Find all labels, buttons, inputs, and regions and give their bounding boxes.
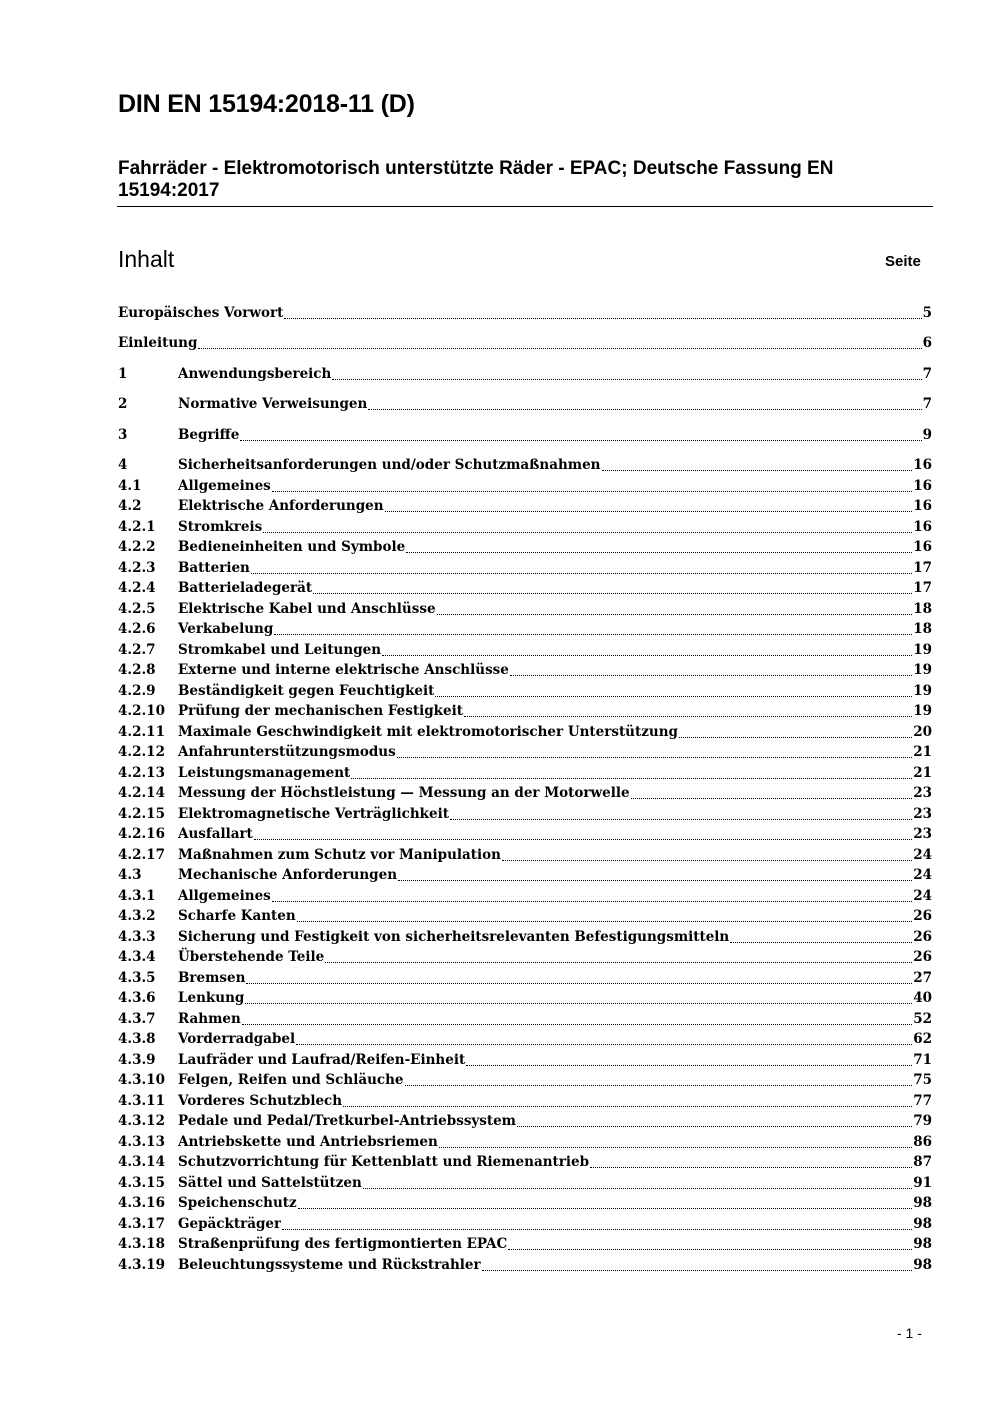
toc-entry-title: Stromkreis bbox=[178, 518, 263, 535]
toc-entry[interactable] bbox=[118, 455, 932, 475]
toc-page-column-label: Seite bbox=[885, 253, 921, 270]
toc-dot-leader bbox=[502, 855, 912, 861]
toc-entry[interactable] bbox=[118, 763, 932, 783]
toc-entry-title: Einleitung bbox=[118, 335, 198, 351]
toc-entry[interactable] bbox=[118, 927, 932, 947]
toc-entry-title: Vorderradgabel bbox=[178, 1031, 296, 1047]
toc-entry-number: 4.2.2 bbox=[118, 539, 156, 555]
toc-entry-number: 4.2.12 bbox=[118, 744, 165, 760]
toc-entry[interactable] bbox=[118, 1029, 932, 1049]
toc-entry-page: 98 bbox=[913, 1215, 932, 1232]
toc-entry-number: 1 bbox=[118, 366, 128, 382]
toc-entry-page: 17 bbox=[913, 559, 932, 576]
toc-entry-title: Speichenschutz bbox=[178, 1195, 297, 1211]
toc-entry-title: Leistungsmanagement bbox=[178, 764, 351, 781]
toc-entry-page: 19 bbox=[913, 682, 932, 699]
toc-dot-leader bbox=[351, 773, 912, 779]
toc-entry-page: 6 bbox=[922, 335, 932, 351]
toc-entry[interactable] bbox=[118, 640, 932, 660]
toc-entry-title: Beleuchtungssysteme und Rückstrahler bbox=[178, 1256, 481, 1273]
document-title: DIN EN 15194:2018-11 (D) bbox=[118, 90, 415, 118]
toc-entry-title: Begriffe bbox=[178, 427, 240, 443]
toc-entry-page: 98 bbox=[913, 1195, 932, 1211]
toc-entry-title: Überstehende Teile bbox=[178, 949, 325, 965]
toc-entry-page: 40 bbox=[913, 990, 932, 1006]
toc-entry-number: 4.3.16 bbox=[118, 1195, 165, 1211]
toc-dot-leader bbox=[730, 937, 912, 943]
toc-entry[interactable] bbox=[118, 364, 932, 384]
toc-dot-leader bbox=[679, 732, 912, 738]
toc-entry-title: Prüfung der mechanischen Festigkeit bbox=[178, 703, 463, 719]
toc-dot-leader bbox=[450, 814, 912, 820]
toc-dot-leader bbox=[437, 609, 913, 615]
toc-dot-leader bbox=[246, 978, 912, 984]
toc-entry-number: 4.2 bbox=[118, 498, 142, 514]
toc-entry-page: 91 bbox=[913, 1174, 932, 1191]
toc-dot-leader bbox=[242, 1019, 912, 1025]
toc-entry-number: 4.3.5 bbox=[118, 969, 156, 986]
toc-entry[interactable] bbox=[118, 845, 932, 865]
toc-dot-leader bbox=[517, 1121, 912, 1127]
toc-entry-title: Laufräder und Laufrad/Reifen-Einheit bbox=[178, 1051, 466, 1068]
toc-entry[interactable] bbox=[118, 988, 932, 1008]
toc-entry[interactable] bbox=[118, 824, 932, 844]
toc-entry-number: 4.3.10 bbox=[118, 1072, 165, 1088]
toc-dot-leader bbox=[398, 875, 912, 881]
toc-entry-page: 87 bbox=[913, 1154, 932, 1170]
toc-dot-leader bbox=[282, 1224, 912, 1230]
toc-entry[interactable] bbox=[118, 1050, 932, 1070]
toc-dot-leader bbox=[284, 313, 921, 319]
toc-entry-title: Scharfe Kanten bbox=[178, 908, 296, 924]
toc-dot-leader bbox=[272, 896, 912, 902]
toc-entry-page: 24 bbox=[913, 867, 932, 883]
toc-entry-title: Anwendungsbereich bbox=[178, 366, 332, 382]
toc-dot-leader bbox=[406, 547, 912, 553]
toc-entry-page: 16 bbox=[913, 518, 932, 535]
toc-entry[interactable] bbox=[118, 394, 932, 414]
toc-entry-page: 52 bbox=[913, 1010, 932, 1027]
toc-entry-page: 98 bbox=[913, 1236, 932, 1252]
toc-entry-number: 2 bbox=[118, 396, 128, 412]
toc-entry-title: Messung der Höchstleistung — Messung an der Motorwelle bbox=[178, 785, 630, 801]
toc-dot-leader bbox=[382, 650, 912, 656]
toc-entry[interactable] bbox=[118, 1173, 932, 1193]
toc-entry-title: Elektrische Anforderungen bbox=[178, 498, 384, 514]
toc-entry-number: 4.3.13 bbox=[118, 1133, 165, 1150]
toc-entry-title: Sicherung und Festigkeit von sicherheitsrelevanten Befestigungsmitteln bbox=[178, 928, 730, 945]
toc-dot-leader bbox=[439, 1142, 912, 1148]
toc-entry-number: 4.3.1 bbox=[118, 887, 156, 904]
toc-entry-page: 7 bbox=[922, 366, 932, 382]
toc-dot-leader bbox=[631, 793, 913, 799]
toc-entry-number: 4.3.2 bbox=[118, 908, 156, 924]
toc-entry[interactable] bbox=[118, 1132, 932, 1152]
toc-entry-number: 4.3.3 bbox=[118, 928, 156, 945]
toc-dot-leader bbox=[435, 691, 912, 697]
toc-entry-number: 4.3 bbox=[118, 867, 142, 883]
toc-entry-number: 4.2.1 bbox=[118, 518, 156, 535]
toc-dot-leader bbox=[251, 568, 912, 574]
toc-dot-leader bbox=[482, 1265, 913, 1271]
toc-entry-page: 23 bbox=[913, 805, 932, 822]
toc-entry-title: Gepäckträger bbox=[178, 1215, 282, 1232]
toc-dot-leader bbox=[343, 1101, 912, 1107]
toc-dot-leader bbox=[590, 1162, 912, 1168]
toc-entry-number: 4.2.9 bbox=[118, 682, 156, 699]
toc-entry-title: Mechanische Anforderungen bbox=[178, 867, 398, 883]
toc-dot-leader bbox=[274, 629, 912, 635]
toc-entry-number: 4.2.16 bbox=[118, 826, 165, 842]
toc-entry-title: Rahmen bbox=[178, 1010, 241, 1027]
toc-entry[interactable] bbox=[118, 1214, 932, 1234]
toc-entry-number: 4.2.4 bbox=[118, 580, 156, 596]
toc-entry-title: Allgemeines bbox=[178, 887, 271, 904]
toc-entry-page: 27 bbox=[913, 969, 932, 986]
toc-entry[interactable] bbox=[118, 660, 932, 680]
toc-dot-leader bbox=[385, 506, 913, 512]
toc-entry[interactable] bbox=[118, 865, 932, 885]
toc-entry[interactable] bbox=[118, 906, 932, 926]
toc-entry-page: 98 bbox=[913, 1256, 932, 1273]
toc-entry-title: Batterieladegerät bbox=[178, 580, 313, 596]
toc-dot-leader bbox=[405, 1080, 913, 1086]
toc-entry[interactable] bbox=[118, 303, 932, 323]
toc-dot-leader bbox=[332, 374, 921, 380]
toc-entry-number: 4.2.17 bbox=[118, 846, 165, 863]
toc-entry-title: Europäisches Vorwort bbox=[118, 305, 284, 321]
toc-entry-title: Bedieneinheiten und Symbole bbox=[178, 539, 406, 555]
toc-entry[interactable] bbox=[118, 578, 932, 598]
toc-entry-page: 16 bbox=[913, 539, 932, 555]
toc-entry[interactable] bbox=[118, 537, 932, 557]
toc-entry[interactable] bbox=[118, 722, 932, 742]
toc-entry[interactable] bbox=[118, 425, 932, 445]
toc-dot-leader bbox=[602, 465, 913, 471]
toc-dot-leader bbox=[508, 1244, 912, 1250]
toc-dot-leader bbox=[296, 1039, 912, 1045]
toc-entry-title: Maximale Geschwindigkeit mit elektromotorischer Unterstützung bbox=[178, 723, 678, 740]
toc-entry-title: Pedale und Pedal/Tretkurbel-Antriebssystem bbox=[178, 1113, 516, 1129]
toc-entry-number: 4.3.7 bbox=[118, 1010, 156, 1027]
toc-entry-number: 4.2.15 bbox=[118, 805, 165, 822]
toc-dot-leader bbox=[368, 404, 921, 410]
toc-dot-leader bbox=[298, 1203, 913, 1209]
toc-entry-page: 19 bbox=[913, 662, 932, 678]
toc-entry-number: 4.1 bbox=[118, 477, 142, 494]
toc-dot-leader bbox=[510, 670, 912, 676]
toc-entry-page: 21 bbox=[913, 764, 932, 781]
toc-dot-leader bbox=[464, 711, 912, 717]
toc-dot-leader bbox=[466, 1060, 912, 1066]
toc-entry[interactable] bbox=[118, 333, 932, 353]
toc-entry-page: 23 bbox=[913, 785, 932, 801]
toc-entry-number: 4.2.7 bbox=[118, 641, 156, 658]
toc-entry-number: 4.2.5 bbox=[118, 600, 156, 617]
toc-entry-title: Vorderes Schutzblech bbox=[178, 1092, 343, 1109]
toc-entry-number: 4.3.11 bbox=[118, 1092, 165, 1109]
toc-entry-page: 20 bbox=[913, 723, 932, 740]
toc-dot-leader bbox=[245, 998, 912, 1004]
toc-entry-number: 4.2.8 bbox=[118, 662, 156, 678]
toc-entry[interactable] bbox=[118, 1255, 932, 1275]
toc-entry-title: Schutzvorrichtung für Kettenblatt und Riemenantrieb bbox=[178, 1154, 590, 1170]
toc-entry-title: Externe und interne elektrische Anschlüsse bbox=[178, 662, 509, 678]
toc-entry-title: Lenkung bbox=[178, 990, 245, 1006]
toc-entry-number: 4.2.11 bbox=[118, 723, 165, 740]
toc-dot-leader bbox=[240, 435, 921, 441]
toc-entry-number: 4.3.6 bbox=[118, 990, 156, 1006]
toc-entry-number: 4.3.14 bbox=[118, 1154, 165, 1170]
toc-entry-number: 4.3.15 bbox=[118, 1174, 165, 1191]
toc-entry-title: Elektromagnetische Verträglichkeit bbox=[178, 805, 449, 822]
toc-entry[interactable] bbox=[118, 1091, 932, 1111]
toc-entry[interactable] bbox=[118, 701, 932, 721]
toc-entry-page: 26 bbox=[913, 949, 932, 965]
toc-entry-title: Anfahrunterstützungsmodus bbox=[178, 744, 396, 760]
toc-dot-leader bbox=[397, 752, 912, 758]
toc-entry-page: 24 bbox=[913, 887, 932, 904]
toc-entry-title: Antriebskette und Antriebsriemen bbox=[178, 1133, 438, 1150]
toc-entry-title: Verkabelung bbox=[178, 621, 274, 637]
toc-entry[interactable] bbox=[118, 742, 932, 762]
toc-entry[interactable] bbox=[118, 1009, 932, 1029]
toc-entry[interactable] bbox=[118, 1193, 932, 1213]
toc-dot-leader bbox=[297, 916, 913, 922]
toc-dot-leader bbox=[198, 343, 921, 349]
toc-dot-leader bbox=[313, 588, 912, 594]
toc-entry-number: 4.3.17 bbox=[118, 1215, 165, 1232]
toc-entry[interactable] bbox=[118, 886, 932, 906]
toc-entry-number: 3 bbox=[118, 427, 128, 443]
toc-entry-title: Maßnahmen zum Schutz vor Manipulation bbox=[178, 846, 501, 863]
toc-entry[interactable] bbox=[118, 1234, 932, 1254]
toc-entry-page: 16 bbox=[913, 477, 932, 494]
toc-entry-number: 4 bbox=[118, 457, 128, 473]
toc-entry-number: 4.3.4 bbox=[118, 949, 156, 965]
toc-entry-number: 4.2.10 bbox=[118, 703, 165, 719]
toc-entry-number: 4.3.19 bbox=[118, 1256, 165, 1273]
toc-entry-page: 23 bbox=[913, 826, 932, 842]
toc-entry-number: 4.2.6 bbox=[118, 621, 156, 637]
toc-entry[interactable] bbox=[118, 804, 932, 824]
toc-entry-page: 19 bbox=[913, 703, 932, 719]
toc-entry[interactable] bbox=[118, 1152, 932, 1172]
toc-entry-page: 16 bbox=[913, 457, 932, 473]
toc-entry-title: Stromkabel und Leitungen bbox=[178, 641, 382, 658]
toc-entry-page: 18 bbox=[913, 621, 932, 637]
toc-entry-page: 9 bbox=[922, 427, 932, 443]
toc-entry-title: Beständigkeit gegen Feuchtigkeit bbox=[178, 682, 435, 699]
toc-entry-page: 18 bbox=[913, 600, 932, 617]
toc-entry-page: 21 bbox=[913, 744, 932, 760]
toc-entry-page: 79 bbox=[913, 1113, 932, 1129]
toc-entry-page: 16 bbox=[913, 498, 932, 514]
toc-entry[interactable] bbox=[118, 783, 932, 803]
toc-entry-page: 5 bbox=[922, 305, 932, 321]
toc-entry-number: 4.3.9 bbox=[118, 1051, 156, 1068]
toc-entry[interactable] bbox=[118, 517, 932, 537]
toc-entry-page: 7 bbox=[922, 396, 932, 412]
toc-entry-page: 75 bbox=[913, 1072, 932, 1088]
toc-entry-number: 4.2.13 bbox=[118, 764, 165, 781]
toc-entry-page: 19 bbox=[913, 641, 932, 658]
toc-entry-page: 26 bbox=[913, 928, 932, 945]
toc-entry-title: Straßenprüfung des fertigmontierten EPAC bbox=[178, 1236, 508, 1252]
toc-entry[interactable] bbox=[118, 968, 932, 988]
toc-entry-page: 86 bbox=[913, 1133, 932, 1150]
toc-entry-title: Sicherheitsanforderungen und/oder Schutzmaßnahmen bbox=[178, 457, 601, 473]
toc-entry[interactable] bbox=[118, 496, 932, 516]
toc-entry-title: Batterien bbox=[178, 559, 250, 576]
toc-entry-title: Bremsen bbox=[178, 969, 246, 986]
toc-entry-number: 4.3.18 bbox=[118, 1236, 165, 1252]
toc-entry-title: Felgen, Reifen und Schläuche bbox=[178, 1072, 404, 1088]
toc-entry-title: Normative Verweisungen bbox=[178, 396, 368, 412]
toc-dot-leader bbox=[325, 957, 912, 963]
document-subtitle: Fahrräder - Elektromotorisch unterstützte Räder - EPAC; Deutsche Fassung EN 15194:2017 bbox=[118, 158, 834, 201]
toc-entry[interactable] bbox=[118, 1111, 932, 1131]
toc-entry-page: 17 bbox=[913, 580, 932, 596]
toc-entry[interactable] bbox=[118, 947, 932, 967]
toc-dot-leader bbox=[263, 527, 912, 533]
toc-entry[interactable] bbox=[118, 476, 932, 496]
toc-entry-page: 24 bbox=[913, 846, 932, 863]
toc-entry-page: 71 bbox=[913, 1051, 932, 1068]
title-divider bbox=[117, 206, 933, 207]
toc-heading: Inhalt bbox=[118, 246, 175, 272]
toc-entry[interactable] bbox=[118, 558, 932, 578]
toc-entry-number: 4.2.3 bbox=[118, 559, 156, 576]
toc-dot-leader bbox=[272, 486, 912, 492]
toc-entry[interactable] bbox=[118, 681, 932, 701]
toc-entry-title: Allgemeines bbox=[178, 477, 271, 494]
toc-entry-title: Elektrische Kabel und Anschlüsse bbox=[178, 600, 436, 617]
toc-entry-title: Ausfallart bbox=[178, 826, 253, 842]
toc-entry[interactable] bbox=[118, 619, 932, 639]
toc-entry-page: 26 bbox=[913, 908, 932, 924]
toc-dot-leader bbox=[363, 1183, 912, 1189]
toc-dot-leader bbox=[254, 834, 912, 840]
toc-entry-page: 62 bbox=[913, 1031, 932, 1047]
toc-entry-number: 4.3.8 bbox=[118, 1031, 156, 1047]
toc-entry[interactable] bbox=[118, 1070, 932, 1090]
toc-entry-title: Sättel und Sattelstützen bbox=[178, 1174, 362, 1191]
toc-entry-page: 77 bbox=[913, 1092, 932, 1109]
toc-entry-number: 4.2.14 bbox=[118, 785, 165, 801]
page-number-footer: - 1 - bbox=[897, 1325, 922, 1341]
toc-entry-number: 4.3.12 bbox=[118, 1113, 165, 1129]
toc-entry[interactable] bbox=[118, 599, 932, 619]
